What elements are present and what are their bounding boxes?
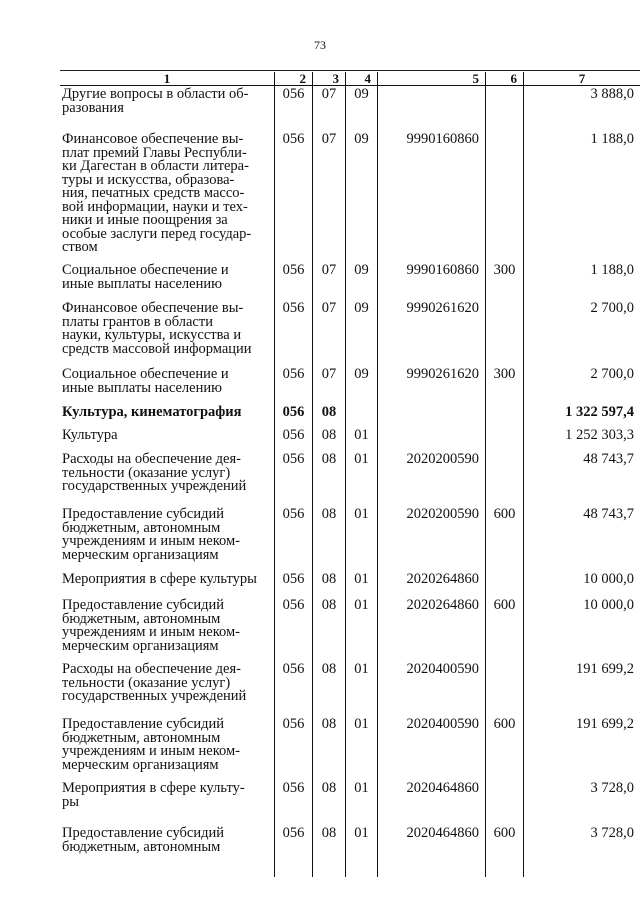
header-col-7: 7 [523,72,640,86]
row-col-3: 07 [312,302,345,368]
row-col-2: 056 [274,599,312,663]
row-col-7: 191 699,2 [523,718,640,782]
row-col-5: 2020464860 [377,827,485,877]
row-col-3: 08 [312,508,345,573]
row-name: Предоставление субсидий бюджетным, автономным учреждениям и иным неком- мерческим организациям [62,716,240,773]
row-col-6: 600 [485,599,523,663]
page-number: 73 [314,38,326,52]
row-col-3: 08 [312,429,345,453]
row-name: Финансовое обеспечение вы- плат премий Главы Республи- ки Дагестан в области литера- туры и искусства, образова- ния, печатных средств массо- вой информации, науки и тех- ники и иные поощрения за особые заслуги перед государ- ством [62,131,252,255]
row-col-4: 09 [345,302,377,368]
row-col-3: 08 [312,718,345,782]
row-col-3: 08 [312,453,345,508]
row-col-2: 056 [274,406,312,429]
row-col-7: 3 888,0 [523,86,640,133]
row-col-4: 09 [345,264,377,302]
row-col-7: 1 322 597,4 [523,406,640,429]
top-rule [60,70,640,71]
row-name: Мероприятия в сфере культуры [62,571,257,587]
header-col-6: 6 [485,72,523,86]
row-col-4: 01 [345,663,377,718]
row-col-5: 9990160860 [377,264,485,302]
row-col-6: 600 [485,718,523,782]
row-col-5: 2020264860 [377,599,485,663]
row-col-2: 056 [274,264,312,302]
row-name: Предоставление субсидий бюджетным, автономным учреждениям и иным неком- мерческим организациям [62,597,240,654]
row-col-2: 056 [274,429,312,453]
row-col-3: 07 [312,368,345,406]
budget-table [60,72,640,877]
row-col-5 [377,406,485,429]
row-col-7: 1 188,0 [523,133,640,264]
row-name: Социальное обеспечение и иные выплаты населению [62,366,229,396]
row-name: Расходы на обеспечение дея- тельности (оказание услуг) государственных учреждений [62,451,247,494]
row-col-7: 48 743,7 [523,508,640,573]
row-col-4: 01 [345,782,377,827]
row-col-5: 9990261620 [377,302,485,368]
row-col-5: 2020200590 [377,453,485,508]
row-col-4 [345,406,377,429]
row-col-5: 9990261620 [377,368,485,406]
row-col-4: 09 [345,133,377,264]
row-col-6 [485,782,523,827]
row-col-6 [485,573,523,599]
row-col-2: 056 [274,302,312,368]
row-col-6: 300 [485,264,523,302]
row-col-4: 01 [345,573,377,599]
row-col-6: 300 [485,368,523,406]
row-col-3: 08 [312,406,345,429]
row-col-7: 2 700,0 [523,302,640,368]
row-col-4: 01 [345,827,377,877]
row-col-2: 056 [274,508,312,573]
row-col-2: 056 [274,573,312,599]
row-name: Социальное обеспечение и иные выплаты населению [62,262,229,292]
row-col-3: 08 [312,827,345,877]
row-col-4: 01 [345,453,377,508]
header-col-5: 5 [377,72,485,86]
row-col-3: 08 [312,599,345,663]
row-col-6 [485,453,523,508]
row-col-3: 07 [312,264,345,302]
row-col-4: 01 [345,599,377,663]
row-col-2: 056 [274,718,312,782]
row-col-4: 09 [345,368,377,406]
row-col-5 [377,86,485,133]
row-name: Предоставление субсидий бюджетным, автономным [62,825,225,855]
header-col-3: 3 [312,72,345,86]
row-col-3: 07 [312,133,345,264]
row-col-4: 01 [345,718,377,782]
row-col-5: 2020400590 [377,663,485,718]
row-col-5 [377,429,485,453]
row-col-6 [485,86,523,133]
row-name: Расходы на обеспечение дея- тельности (оказание услуг) государственных учреждений [62,661,247,704]
row-name: Финансовое обеспечение вы- платы грантов в области науки, культуры, искусства и средств массовой информации [62,300,252,357]
row-col-6: 600 [485,827,523,877]
row-col-6: 600 [485,508,523,573]
row-col-5: 2020464860 [377,782,485,827]
row-name: Культура, кинематография [62,404,242,420]
row-col-7: 10 000,0 [523,599,640,663]
row-col-2: 056 [274,663,312,718]
row-col-2: 056 [274,453,312,508]
header-col-4: 4 [345,72,377,86]
row-col-3: 07 [312,86,345,133]
row-col-6 [485,663,523,718]
row-col-4: 09 [345,86,377,133]
row-col-7: 2 700,0 [523,368,640,406]
row-col-7: 10 000,0 [523,573,640,599]
row-col-7: 3 728,0 [523,782,640,827]
row-name: Другие вопросы в области об- разования [62,86,249,116]
row-col-2: 056 [274,782,312,827]
row-col-2: 056 [274,86,312,133]
header-col-2: 2 [274,72,312,86]
row-col-7: 1 188,0 [523,264,640,302]
row-col-5: 2020200590 [377,508,485,573]
row-col-5: 2020400590 [377,718,485,782]
row-col-6 [485,302,523,368]
header-col-1: 1 [60,72,274,86]
row-name: Мероприятия в сфере культу- ры [62,780,245,810]
row-col-2: 056 [274,133,312,264]
row-col-4: 01 [345,429,377,453]
row-col-2: 056 [274,368,312,406]
row-col-4: 01 [345,508,377,573]
row-col-2: 056 [274,827,312,877]
row-col-5: 9990160860 [377,133,485,264]
row-col-3: 08 [312,573,345,599]
row-name: Предоставление субсидий бюджетным, автономным учреждениям и иным неком- мерческим организациям [62,506,240,563]
row-col-6 [485,429,523,453]
row-name: Культура [62,427,118,443]
row-col-7: 48 743,7 [523,453,640,508]
row-col-5: 2020264860 [377,573,485,599]
row-col-7: 1 252 303,3 [523,429,640,453]
row-col-3: 08 [312,663,345,718]
row-col-3: 08 [312,782,345,827]
row-col-6 [485,406,523,429]
row-col-6 [485,133,523,264]
row-col-7: 3 728,0 [523,827,640,877]
row-col-7: 191 699,2 [523,663,640,718]
